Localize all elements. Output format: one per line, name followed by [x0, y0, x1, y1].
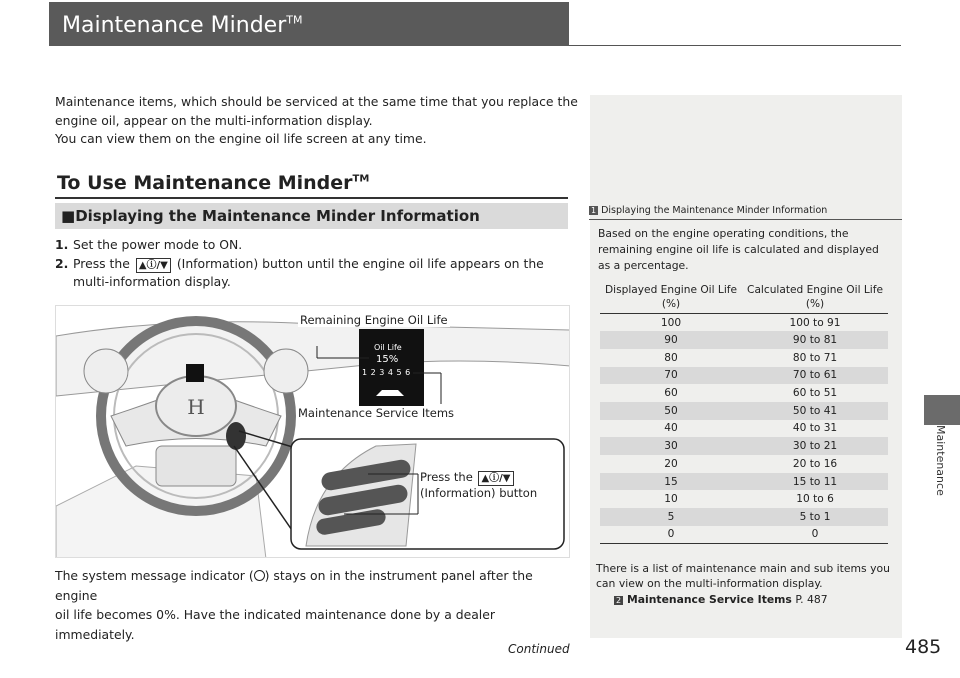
label-maintenance-service-items: Maintenance Service Items: [298, 406, 455, 420]
table-row: 50 50 to 41: [600, 402, 888, 420]
system-message-indicator-icon: [254, 570, 265, 581]
table-row: 40 40 to 31: [664, 422, 838, 435]
continued-label: Continued: [508, 642, 570, 656]
page-title: Maintenance Minder™: [62, 13, 303, 38]
reference-arrow-icon: 2: [615, 596, 622, 605]
chapter-label: Maintenance: [934, 425, 947, 496]
subsection-heading: ■Displaying the Maintenance Minder Information: [61, 207, 480, 225]
sidebar-heading: 1 Displaying the Maintenance Minder Information: [589, 205, 902, 220]
steps-list: [55, 236, 570, 292]
table-row: 90 90 to 81: [600, 331, 888, 349]
display-codes: A 1 2 3 4 5 6: [353, 368, 411, 377]
page-number: 485: [905, 636, 942, 658]
label-remaining-oil-life: Remaining Engine Oil Life: [300, 313, 448, 327]
press-info-button-label: Press the ▲ⓘ/▼ (Information) button: [420, 470, 538, 500]
table-row: 70 70 to 61: [600, 367, 888, 385]
sidebar-note: There is a list of maintenance main and sub items you can view on the multi-information display.: [596, 562, 890, 590]
table-row: 80 80 to 71: [664, 351, 838, 364]
info-button-symbol: ▲ⓘ/▼: [478, 471, 513, 486]
subsection-header: [55, 203, 568, 229]
display-percent: 15%: [376, 354, 399, 365]
table-row: 20 20 to 16: [664, 457, 838, 470]
maintenance-service-items-link[interactable]: 2 Maintenance Service Items P. 487: [615, 593, 828, 606]
chapter-tab: [924, 395, 960, 425]
switch-highlight: [226, 422, 246, 450]
step-1: 1. Set the power mode to ON.: [55, 237, 243, 252]
system-message-paragraph: The system message indicator ( ) stays on in the instrument panel after the engine oil life becomes 0%. Have the indicated maintenance done by a dealer immediately.: [55, 568, 533, 642]
table-row: 15 15 to 11: [600, 473, 888, 491]
title-bar: [49, 2, 569, 46]
info-button-symbol: ▲ⓘ/▼: [136, 258, 171, 273]
sidebar-text: Based on the engine operating conditions, the remaining engine oil life is calculated and displayed as a percentage.: [598, 227, 879, 272]
table-row: 10 10 to 6: [664, 493, 834, 506]
table-row: 5 5 to 1: [600, 508, 888, 526]
table-row: 0 0: [600, 526, 888, 544]
oil-life-table: [600, 282, 888, 544]
step-2: 2. Press the ▲ⓘ/▼ (Information) button until the engine oil life appears on the multi-information display.: [55, 255, 544, 289]
display-marker: [186, 364, 204, 382]
table-row: 60 60 to 51: [664, 387, 838, 400]
section-heading: To Use Maintenance Minder™: [57, 172, 370, 194]
honda-logo: H: [187, 395, 205, 419]
table-header: Calculated Engine Oil Life (%): [742, 282, 888, 314]
section-rule: [55, 197, 568, 199]
table-header: Displayed Engine Oil Life (%): [600, 282, 742, 314]
dashboard-illustration: [55, 305, 570, 558]
table-row: 100 100 to 91: [660, 316, 841, 329]
intro-paragraph: Maintenance items, which should be serviced at the same time that you replace the engine oil, appear on the multi-information display. You can view them on the engine oil life screen at any time.: [55, 94, 578, 146]
dashboard-svg: [56, 306, 570, 558]
display-title: Oil Life: [374, 343, 402, 352]
title-rule: [569, 45, 901, 46]
table-row: 30 30 to 21: [600, 437, 888, 455]
